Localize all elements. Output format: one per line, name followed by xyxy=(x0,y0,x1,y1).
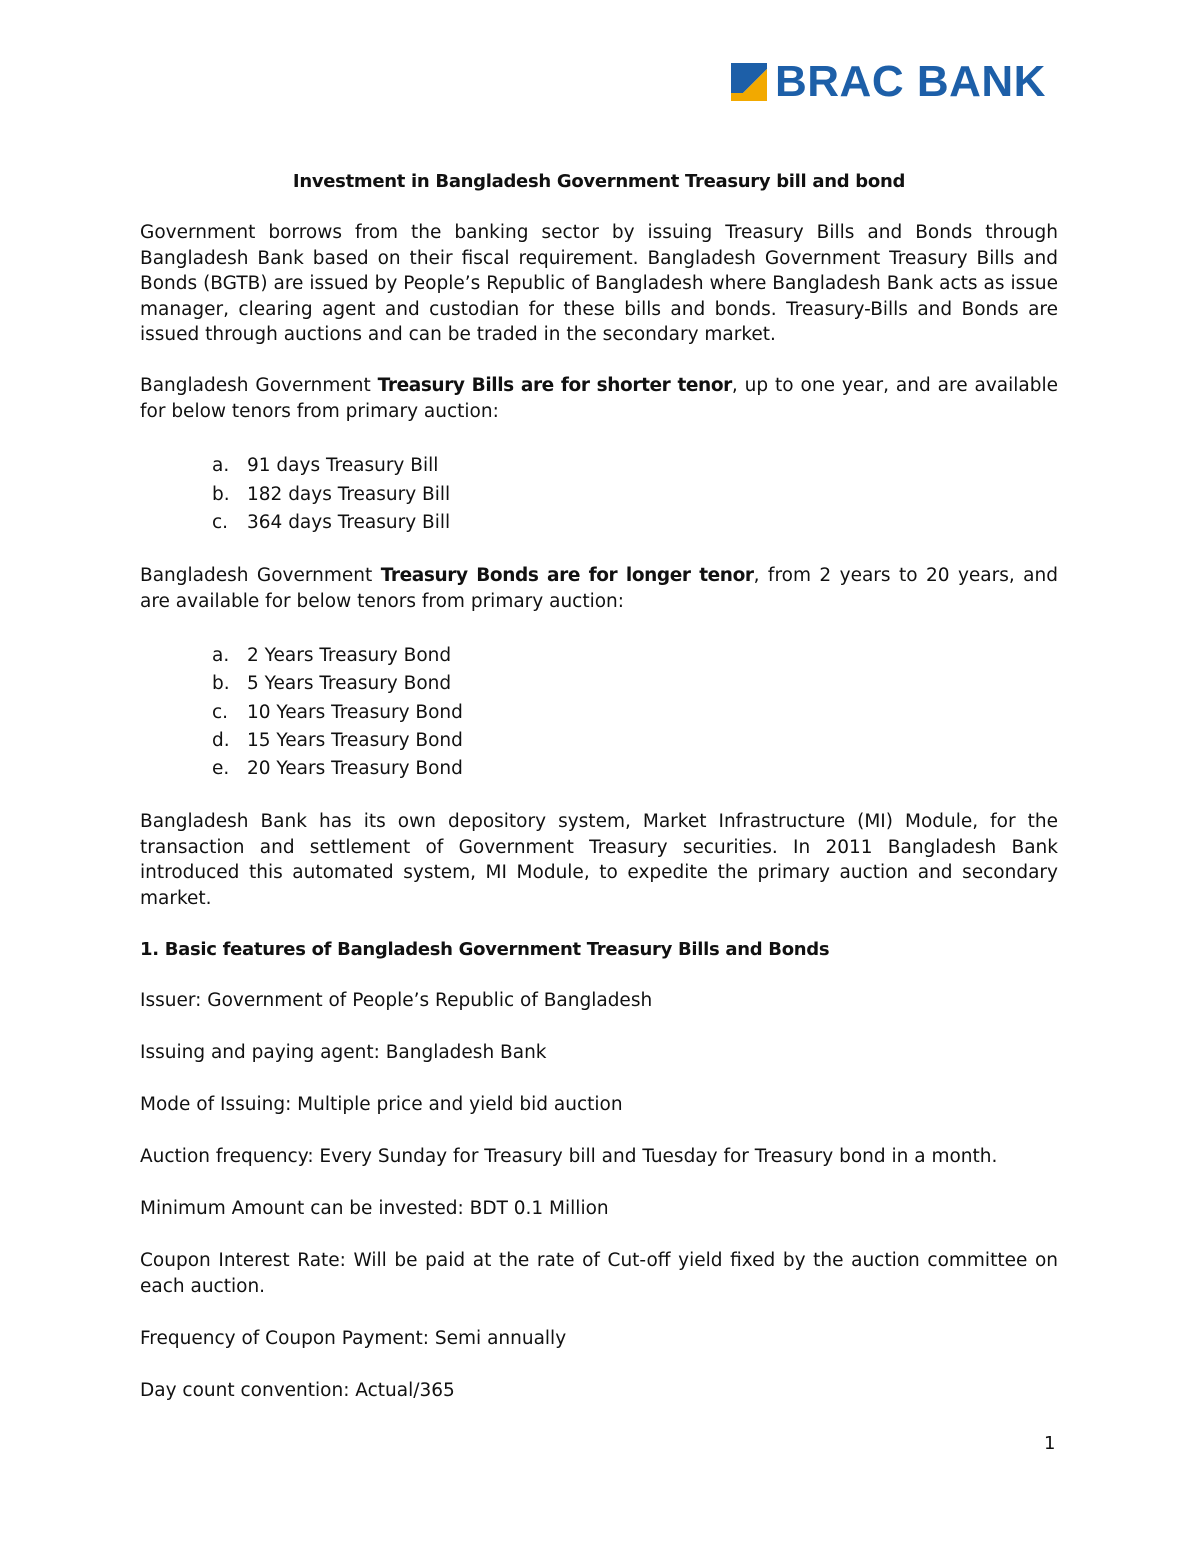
list-item-text: 5 Years Treasury Bond xyxy=(247,673,452,695)
list-item xyxy=(212,699,1058,727)
bills-prefix: Bangladesh Government xyxy=(140,375,378,397)
list-item-text: 91 days Treasury Bill xyxy=(247,455,439,477)
feature-coupon-rate: Coupon Interest Rate: Will be paid at the rate of Cut-off yield fixed by the auction committee on each auction. xyxy=(140,1250,1058,1297)
list-item-text: 2 Years Treasury Bond xyxy=(247,644,452,666)
brac-bank-logo-mark-icon xyxy=(731,63,767,101)
brac-bank-logo xyxy=(731,57,1046,106)
list-item xyxy=(212,670,1058,698)
list-item xyxy=(212,727,1058,755)
document-title: Investment in Bangladesh Government Treasury bill and bond xyxy=(292,171,906,192)
document-body xyxy=(140,169,1058,1430)
list-item-text: 182 days Treasury Bill xyxy=(247,483,451,505)
bills-emphasis: Treasury Bills are for shorter tenor xyxy=(377,375,732,397)
feature-day-count: Day count convention: Actual/365 xyxy=(140,1379,455,1401)
list-marker: a. xyxy=(212,455,230,477)
bills-paragraph xyxy=(140,373,1058,424)
section-heading: 1. Basic features of Bangladesh Government Treasury Bills and Bonds xyxy=(140,939,830,961)
list-marker: e. xyxy=(212,758,230,780)
list-marker: a. xyxy=(212,644,230,666)
list-marker: b. xyxy=(212,483,230,505)
feature-auction-frequency: Auction frequency: Every Sunday for Treasury bill and Tuesday for Treasury bond in a month. xyxy=(140,1146,998,1168)
logo-text: BRAC BANK xyxy=(775,57,1046,106)
list-item xyxy=(212,452,1058,480)
list-marker: c. xyxy=(212,511,229,533)
bonds-emphasis: Treasury Bonds are for longer tenor xyxy=(380,565,754,587)
list-item xyxy=(212,509,1058,537)
feature-paying-agent: Issuing and paying agent: Bangladesh Bank xyxy=(140,1042,547,1064)
bonds-prefix: Bangladesh Government xyxy=(140,565,381,587)
feature-minimum-amount: Minimum Amount can be invested: BDT 0.1 Million xyxy=(140,1198,609,1220)
feature-coupon-frequency: Frequency of Coupon Payment: Semi annually xyxy=(140,1327,567,1349)
bonds-paragraph xyxy=(140,563,1058,614)
list-marker: b. xyxy=(212,673,230,695)
page-number: 1 xyxy=(1044,1433,1056,1454)
bills-list xyxy=(140,452,1058,537)
list-item xyxy=(212,755,1058,783)
bonds-list xyxy=(140,642,1058,783)
bills-suffix: , up to one year, and are available for below tenors from primary auction: xyxy=(140,375,1058,422)
list-item-text: 364 days Treasury Bill xyxy=(247,511,451,533)
list-item xyxy=(212,481,1058,509)
bonds-suffix: , from 2 years to 20 years, and are available for below tenors from primary auction: xyxy=(140,565,1058,612)
feature-mode-of-issuing: Mode of Issuing: Multiple price and yield bid auction xyxy=(140,1094,623,1116)
list-item-text: 10 Years Treasury Bond xyxy=(247,701,463,723)
list-item-text: 15 Years Treasury Bond xyxy=(247,729,463,751)
depository-paragraph: Bangladesh Bank has its own depository system, Market Infrastructure (MI) Module, for the transaction and settlement of Government Treasury securities. In 2011 Bangladesh Bank introduced this automated system, MI Module, to expedite the primary auction and secondary market. xyxy=(140,811,1058,909)
list-marker: d. xyxy=(212,729,230,751)
list-item-text: 20 Years Treasury Bond xyxy=(247,758,463,780)
list-marker: c. xyxy=(212,701,229,723)
intro-paragraph: Government borrows from the banking sector by issuing Treasury Bills and Bonds through Bangladesh Bank based on their fiscal requirement. Bangladesh Government Treasury Bills and Bonds (BGTB) are issued by People’s Republic of Bangladesh where Bangladesh Bank acts as issue manager, clearing agent and custodian for these bills and bonds. Treasury-Bills and Bonds are issued through auctions and can be traded in the secondary market. xyxy=(140,222,1058,346)
list-item xyxy=(212,642,1058,670)
feature-issuer: Issuer: Government of People’s Republic of Bangladesh xyxy=(140,990,653,1012)
